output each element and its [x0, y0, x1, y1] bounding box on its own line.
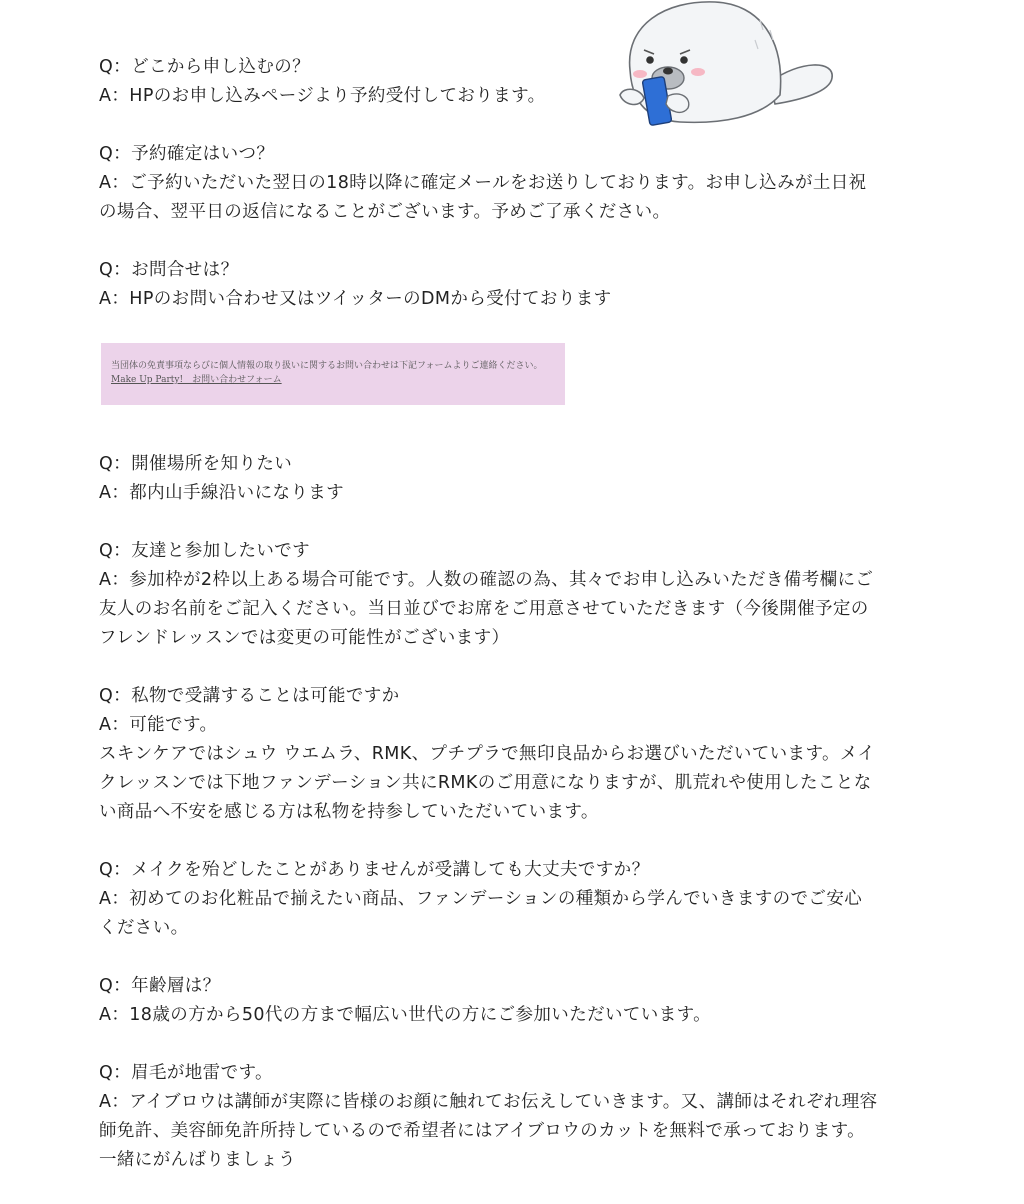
contact-form-link[interactable]: Make Up Party! お問い合わせフォーム [111, 375, 282, 385]
contact-banner [101, 343, 565, 405]
faq-answer-line: スキンケアではシュウ ウエムラ、RMK、プチプラで無印良品からお選びいただいています。メイ [99, 744, 876, 764]
faq-item [99, 682, 929, 827]
faq-answer-line: フレンドレッスンでは変更の可能性がございます） [99, 628, 510, 648]
faq-item [99, 972, 929, 1030]
faq-item [99, 537, 929, 653]
faq-item [99, 1059, 929, 1175]
faq-answer-line: の場合、翌平日の返信になることがございます。予めご了承ください。 [99, 202, 671, 222]
faq-question: Q：眉毛が地雷です。 [99, 1063, 273, 1083]
faq-answer-line: 師免許、美容師免許所持しているので希望者にはアイブロウのカットを無料で承っております。 [99, 1121, 866, 1141]
faq-answer-line: 一緒にがんばりましょう [99, 1150, 296, 1170]
faq-item [99, 53, 929, 111]
faq-answer-line: ください。 [99, 918, 189, 938]
faq-answer-line: A：都内山手線沿いになります [99, 483, 345, 503]
faq-question: Q：私物で受講することは可能ですか [99, 686, 400, 706]
faq-answer-line: 友人のお名前をご記入ください。当日並びでお席をご用意させていただきます（今後開催予定の [99, 599, 869, 619]
faq-answer-line: A：初めてのお化粧品で揃えたい商品、ファンデーションの種類から学んでいきますのでご安心 [99, 889, 863, 909]
faq-item [99, 256, 929, 314]
faq-answer-line: A：HPのお問い合わせ又はツイッターのDMから受付ております [99, 289, 612, 309]
faq-question: Q：どこから申し込むの？ [99, 57, 311, 77]
faq-question: Q：開催場所を知りたい [99, 454, 293, 474]
faq-item [99, 856, 929, 943]
faq-item [99, 140, 929, 227]
faq-content [99, 53, 929, 1204]
faq-answer-line: A：18歳の方から50代の方まで幅広い世代の方にご参加いただいています。 [99, 1005, 712, 1025]
faq-item [99, 450, 929, 508]
faq-answer-line: A：ご予約いただいた翌日の18時以降に確定メールをお送りしております。お申し込みが土日祝 [99, 173, 867, 193]
faq-answer-line: クレッスンでは下地ファンデーション共にRMKのご用意になりますが、肌荒れや使用したことな [99, 773, 872, 793]
faq-question: Q：予約確定はいつ？ [99, 144, 275, 164]
faq-answer-line: い商品へ不安を感じる方は私物を持参していただいています。 [99, 802, 599, 822]
faq-question: Q：メイクを殆どしたことがありませんが受講しても大丈夫ですか？ [99, 860, 650, 880]
faq-answer-line: A：アイブロウは講師が実際に皆様のお顔に触れてお伝えしていきます。又、講師はそれぞれ理容 [99, 1092, 878, 1112]
faq-question: Q：友達と参加したいです [99, 541, 311, 561]
faq-answer-line: A：HPのお申し込みページより予約受付しております。 [99, 86, 546, 106]
faq-answer-line: A：参加枠が2枠以上ある場合可能です。人数の確認の為、其々でお申し込みいただき備考欄にご [99, 570, 874, 590]
faq-answer-line: A：可能です。 [99, 715, 218, 735]
faq-question: Q：年齢層は？ [99, 976, 221, 996]
faq-question: Q：お問合せは？ [99, 260, 239, 280]
banner-text: 当団体の免責事項ならびに個人情報の取り扱いに関するお問い合わせは下記フォームよりご連絡ください。 [111, 361, 543, 371]
